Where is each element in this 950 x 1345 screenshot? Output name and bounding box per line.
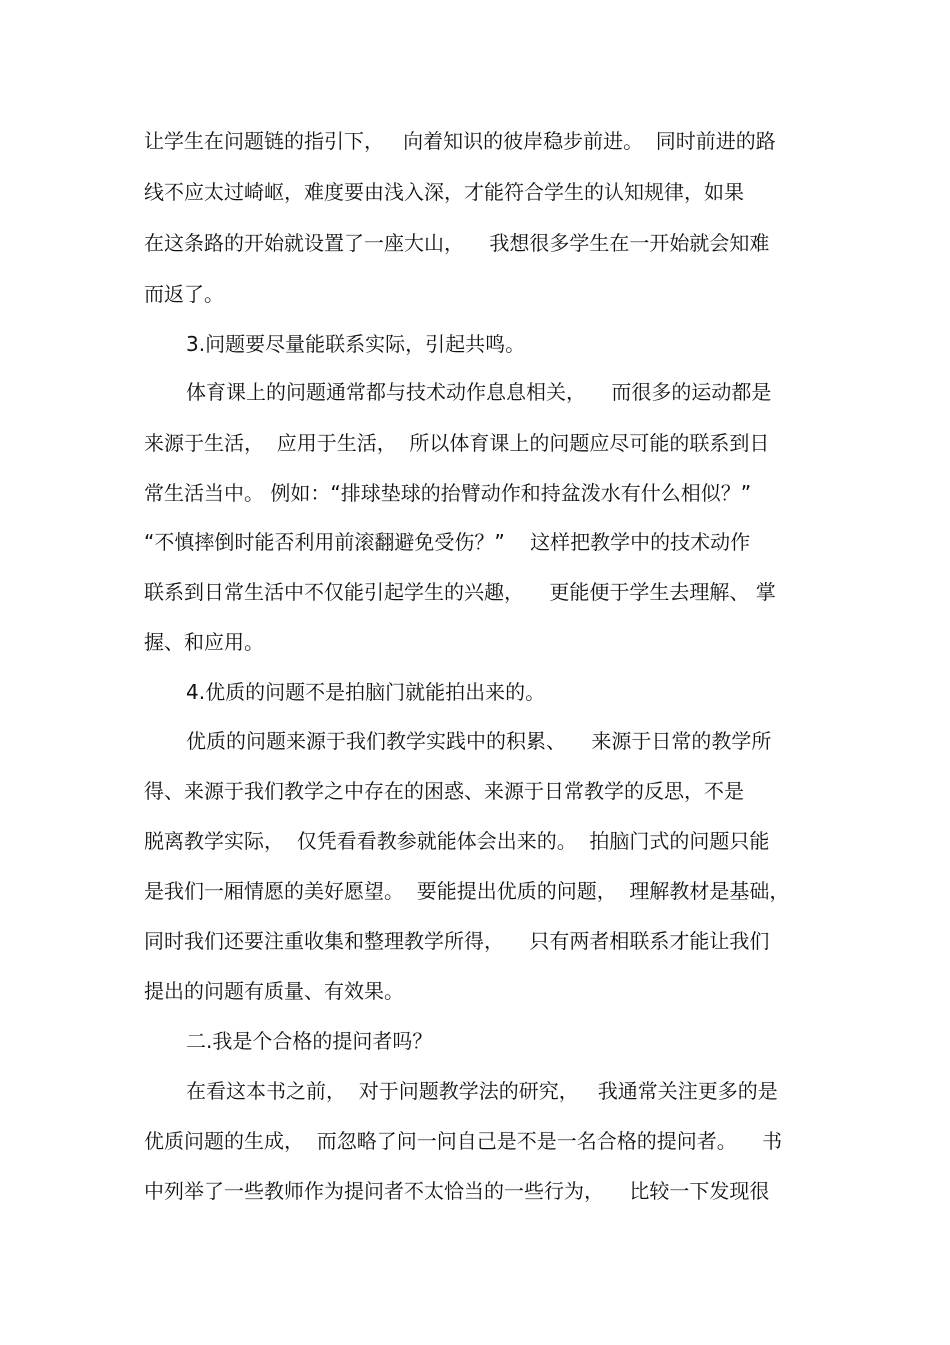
body-text-line: 优质问题的生成， 而忽略了问一问自己是不是一名合格的提问者。 书: [144, 1129, 783, 1153]
body-text-line: 优质的问题来源于我们教学实践中的积累、 来源于日常的教学所: [186, 729, 772, 753]
body-text-line: 同时我们还要注重收集和整理教学所得， 只有两者相联系才能让我们: [144, 929, 770, 953]
body-text-line: 在看这本书之前， 对于问题教学法的研究， 我通常关注更多的是: [186, 1079, 778, 1103]
body-text-line: 而返了。: [144, 282, 224, 306]
body-text-line: 握、和应用。: [144, 630, 264, 654]
body-text-line: 是我们一厢情愿的美好愿望。 要能提出优质的问题， 理解教材是基础，: [144, 879, 790, 903]
body-text-line: 线不应太过崎岖，难度要由浅入深，才能符合学生的认知规律，如果: [144, 180, 744, 204]
section-heading: 4.优质的问题不是拍脑门就能拍出来的。: [186, 680, 546, 704]
section-heading: 二.我是个合格的提问者吗？: [186, 1029, 433, 1053]
body-text-line: “不慎摔倒时能否利用前滚翻避免受伤？” 这样把教学中的技术动作: [144, 530, 751, 554]
body-text-line: 提出的问题有质量、有效果。: [144, 979, 404, 1003]
body-text-line: 让学生在问题链的指引下， 向着知识的彼岸稳步前进。 同时前进的路: [144, 129, 776, 153]
body-text-line: 体育课上的问题通常都与技术动作息息相关， 而很多的运动都是: [186, 380, 772, 404]
body-text-line: 在这条路的开始就设置了一座大山， 我想很多学生在一开始就会知难: [144, 231, 770, 255]
body-text-line: 脱离教学实际， 仅凭看看教参就能体会出来的。 拍脑门式的问题只能: [144, 829, 770, 853]
body-text-line: 中列举了一些教师作为提问者不太恰当的一些行为， 比较一下发现很: [144, 1179, 770, 1203]
body-text-line: 得、来源于我们教学之中存在的困惑、来源于日常教学的反思，不是: [144, 779, 744, 803]
body-text-line: 来源于生活， 应用于生活， 所以体育课上的问题应尽可能的联系到日: [144, 431, 770, 455]
section-heading: 3.问题要尽量能联系实际，引起共鸣。: [186, 332, 526, 356]
body-text-line: 联系到日常生活中不仅能引起学生的兴趣， 更能便于学生去理解、 掌: [144, 580, 776, 604]
body-text-line: 常生活当中。 例如：“排球垫球的抬臂动作和持盆泼水有什么相似？”: [144, 481, 752, 505]
